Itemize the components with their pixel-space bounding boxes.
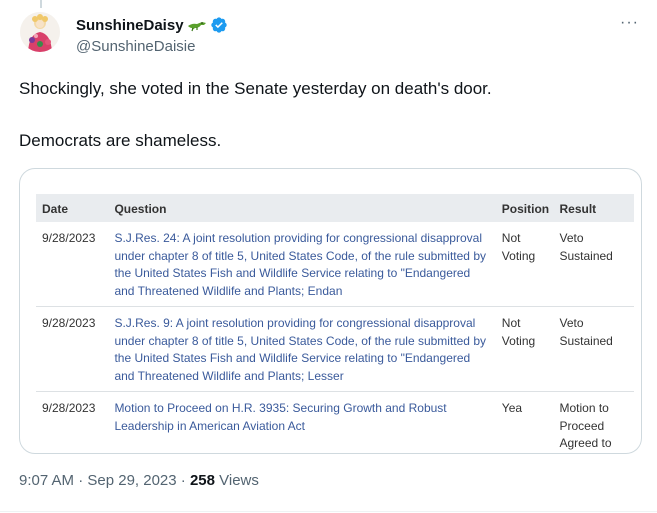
tweet-meta	[19, 472, 259, 489]
row-result: Veto Sustained	[553, 307, 634, 392]
more-options-icon[interactable]: ···	[620, 14, 639, 31]
author-handle[interactable]: @SunshineDaisie	[76, 38, 196, 55]
row-date: 9/28/2023	[42, 231, 96, 245]
author-name-row	[76, 16, 228, 34]
row-position: Not Voting	[501, 231, 536, 263]
row-question-link: S.J.Res. 9: A joint resolution providing for congressional disapproval under chapter 8 of title 5, United States Code, of the rule submitted by the United States Fish and Wildlife Service relating to "Endangered and Threatened Wildlife and Plants; Lesser	[108, 307, 495, 392]
verified-badge-icon	[210, 16, 228, 34]
row-question-link: S.J.Res. 24: A joint resolution providing for congressional disapproval under chapter 8 of title 5, United States Code, of the rule submitted by the United States Fish and Wildlife Service relating to "Endangered and Threatened Wildlife and Plants; Endan	[114, 231, 486, 298]
views-label: Views	[214, 472, 259, 489]
thread-connector-line	[40, 0, 42, 8]
attached-image-card[interactable]	[19, 168, 642, 454]
row-result: Motion to Proceed Agreed to	[553, 392, 634, 455]
author-display-name[interactable]: SunshineDaisy	[76, 16, 184, 34]
tweet-text-line: Democrats are shameless.	[19, 131, 222, 150]
row-question-link: Motion to Proceed on H.R. 3935: Securing Growth and Robust Leadership in American Aviation Act	[108, 392, 495, 455]
table-header-row	[36, 194, 634, 222]
table-row	[36, 307, 634, 392]
table-row	[36, 392, 634, 455]
votes-table	[36, 194, 634, 454]
row-position: Yea	[496, 392, 554, 455]
daisy-doll-avatar-icon	[20, 12, 60, 52]
header-date: Date	[36, 194, 108, 222]
header-position: Position	[496, 194, 554, 222]
views-count: 258	[189, 472, 215, 489]
alligator-emoji-icon	[187, 17, 207, 33]
header-question: Question	[108, 194, 495, 222]
tweet-text-line: Shockingly, she voted in the Senate yesterday on death's door.	[19, 79, 492, 98]
row-result: Veto Sustained	[559, 231, 613, 263]
row-date: 9/28/2023	[36, 392, 108, 455]
avatar[interactable]	[20, 12, 60, 52]
timestamp-link[interactable]: 9:07 AM · Sep 29, 2023 ·	[19, 472, 190, 489]
row-date: 9/28/2023	[36, 307, 108, 392]
divider	[0, 511, 657, 512]
header-result: Result	[553, 194, 634, 222]
row-position: Not Voting	[496, 307, 554, 392]
table-row	[36, 222, 634, 307]
tweet-text	[19, 76, 634, 154]
